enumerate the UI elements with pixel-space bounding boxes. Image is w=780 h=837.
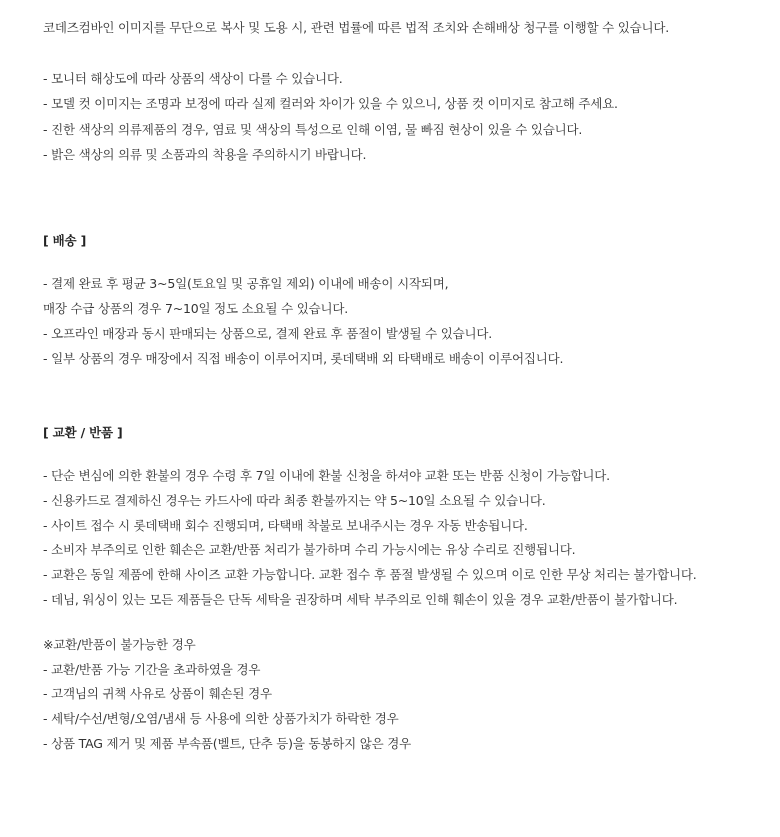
copyright-notice: 코데즈컴바인 이미지를 무단으로 복사 및 도용 시, 관련 법률에 따른 법적 조치와 손해배상 청구를 이행할 수 있습니다. <box>43 20 670 35</box>
note-item: - 밝은 색상의 의류 및 소품과의 착용을 주의하시기 바랍니다. <box>43 147 367 162</box>
exchange-line: - 소비자 부주의로 인한 훼손은 교환/반품 처리가 불가하며 수리 가능시에는 유상 수리로 진행됩니다. <box>43 542 576 557</box>
note-item: - 진한 색상의 의류제품의 경우, 염료 및 색상의 특성으로 인해 이염, 물 빠짐 현상이 있을 수 있습니다. <box>43 122 583 137</box>
exchange-line: - 신용카드로 결제하신 경우는 카드사에 따라 최종 환불까지는 약 5~10일 소요될 수 있습니다. <box>43 493 546 508</box>
not-allowed-line: - 교환/반품 가능 기간을 초과하였을 경우 <box>43 662 261 677</box>
shipping-line: - 일부 상품의 경우 매장에서 직접 배송이 이루어지며, 롯데택배 외 타택배로 배송이 이루어집니다. <box>43 351 564 366</box>
shipping-line: 매장 수급 상품의 경우 7~10일 정도 소요될 수 있습니다. <box>43 301 348 316</box>
note-item: - 모델 컷 이미지는 조명과 보정에 따라 실제 컬러와 차이가 있을 수 있으니, 상품 컷 이미지로 참고해 주세요. <box>43 96 618 111</box>
shipping-line: - 오프라인 매장과 동시 판매되는 상품으로, 결제 완료 후 품절이 발생될 수 있습니다. <box>43 326 493 341</box>
note-item: - 모니터 해상도에 따라 상품의 색상이 다를 수 있습니다. <box>43 71 343 86</box>
not-allowed-line: - 상품 TAG 제거 및 제품 부속품(벨트, 단추 등)을 동봉하지 않은 경우 <box>43 736 412 751</box>
exchange-line: - 교환은 동일 제품에 한해 사이즈 교환 가능합니다. 교환 접수 후 품절 발생될 수 있으며 이로 인한 무상 처리는 불가합니다. <box>43 567 697 582</box>
exchange-heading: [ 교환 / 반품 ] <box>43 425 123 440</box>
not-allowed-line: - 세탁/수선/변형/오염/냄새 등 사용에 의한 상품가치가 하락한 경우 <box>43 711 399 726</box>
shipping-heading: [ 배송 ] <box>43 233 87 248</box>
not-allowed-line: - 고객님의 귀책 사유로 상품이 훼손된 경우 <box>43 686 272 701</box>
exchange-line: - 데님, 워싱이 있는 모든 제품들은 단독 세탁을 권장하며 세탁 부주의로 인해 훼손이 있을 경우 교환/반품이 불가합니다. <box>43 592 678 607</box>
exchange-line: - 단순 변심에 의한 환불의 경우 수령 후 7일 이내에 환불 신청을 하셔야 교환 또는 반품 신청이 가능합니다. <box>43 468 610 483</box>
not-allowed-heading: ※교환/반품이 불가능한 경우 <box>43 637 196 652</box>
shipping-line: - 결제 완료 후 평균 3~5일(토요일 및 공휴일 제외) 이내에 배송이 시작되며, <box>43 276 449 291</box>
exchange-line: - 사이트 접수 시 롯데택배 회수 진행되며, 타택배 착불로 보내주시는 경우 자동 반송됩니다. <box>43 518 528 533</box>
